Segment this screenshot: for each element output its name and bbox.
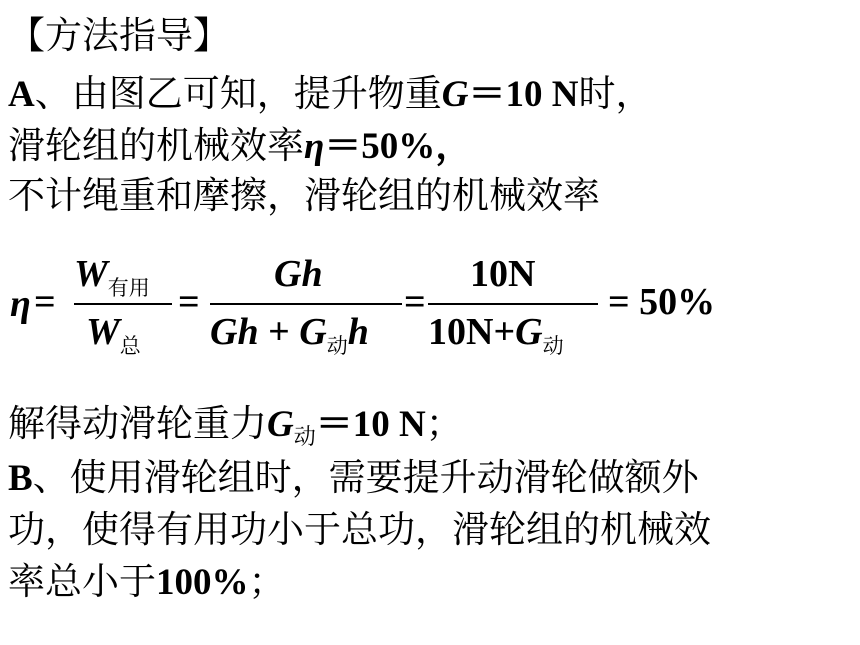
- frac3-den-a: 10N+: [428, 311, 516, 353]
- frac3-bar: [428, 303, 598, 305]
- line-6-text: 功，使得有用功小于总功，滑轮组的机械效: [8, 508, 711, 551]
- line-2: [8, 124, 472, 169]
- line-a-prefix: A: [8, 74, 35, 115]
- frac1-num-w: W: [74, 253, 108, 295]
- line-b-prefix: B: [8, 458, 33, 499]
- frac2-den-h: h: [347, 311, 369, 353]
- line-4-sub: 动: [293, 425, 316, 450]
- formula-result: = 50%: [608, 281, 716, 323]
- line-a-value: ＝10 N: [468, 74, 579, 115]
- frac1-numerator: [74, 252, 150, 301]
- line-a-text: 、由图乙可知，提升物重: [34, 72, 442, 115]
- line-a: [8, 72, 652, 117]
- line-7: [8, 560, 286, 605]
- line-2-text: 滑轮组的机械效率: [8, 124, 304, 167]
- frac2-numerator: Gh: [274, 253, 323, 295]
- line-4: [8, 402, 463, 452]
- line-6: [8, 508, 711, 552]
- frac2-den-gh: Gh: [210, 311, 259, 353]
- frac3-denominator: [428, 310, 564, 359]
- frac1-bar: [74, 303, 172, 305]
- line-3-text: 不计绳重和摩擦，滑轮组的机械效率: [8, 174, 600, 217]
- frac3-den-sub: 动: [542, 334, 564, 358]
- heading-text: 【方法指导】: [8, 14, 230, 57]
- line-4-suffix: ；: [425, 402, 463, 445]
- line-3: [8, 174, 600, 218]
- line-7-suffix: ；: [248, 560, 286, 603]
- line-2-var: η: [304, 126, 325, 167]
- frac1-den-sub: 总: [119, 334, 141, 358]
- formula-eq-2: =: [178, 281, 200, 323]
- line-b: [8, 456, 699, 501]
- efficiency-formula: [10, 252, 850, 372]
- line-7-value: 100%: [156, 562, 249, 603]
- line-4-var: G: [267, 404, 294, 445]
- frac3-den-g: G: [515, 311, 543, 353]
- formula-eq-3: =: [404, 281, 426, 323]
- frac2-bar: [210, 303, 402, 305]
- heading: [8, 14, 230, 58]
- line-4-value: ＝10 N: [315, 404, 426, 445]
- frac2-den-plus: +: [258, 311, 300, 353]
- frac1-den-w: W: [86, 311, 120, 353]
- formula-eq-1: =: [34, 281, 56, 323]
- frac2-denominator: [210, 310, 369, 359]
- line-a-var: G: [441, 74, 469, 115]
- formula-eta: η: [10, 283, 31, 325]
- line-2-value: ＝50%，: [324, 126, 473, 167]
- frac1-denominator: [86, 310, 141, 359]
- line-b-text: 、使用滑轮组时，需要提升动滑轮做额外: [32, 456, 699, 499]
- line-7-text: 率总小于: [8, 560, 156, 603]
- frac1-num-sub: 有用: [107, 276, 150, 300]
- line-a-suffix: 时，: [578, 72, 653, 115]
- frac2-den-sub: 动: [326, 334, 348, 358]
- frac3-numerator: 10N: [470, 253, 536, 295]
- line-4-text: 解得动滑轮重力: [8, 402, 267, 445]
- frac2-den-g: G: [299, 311, 327, 353]
